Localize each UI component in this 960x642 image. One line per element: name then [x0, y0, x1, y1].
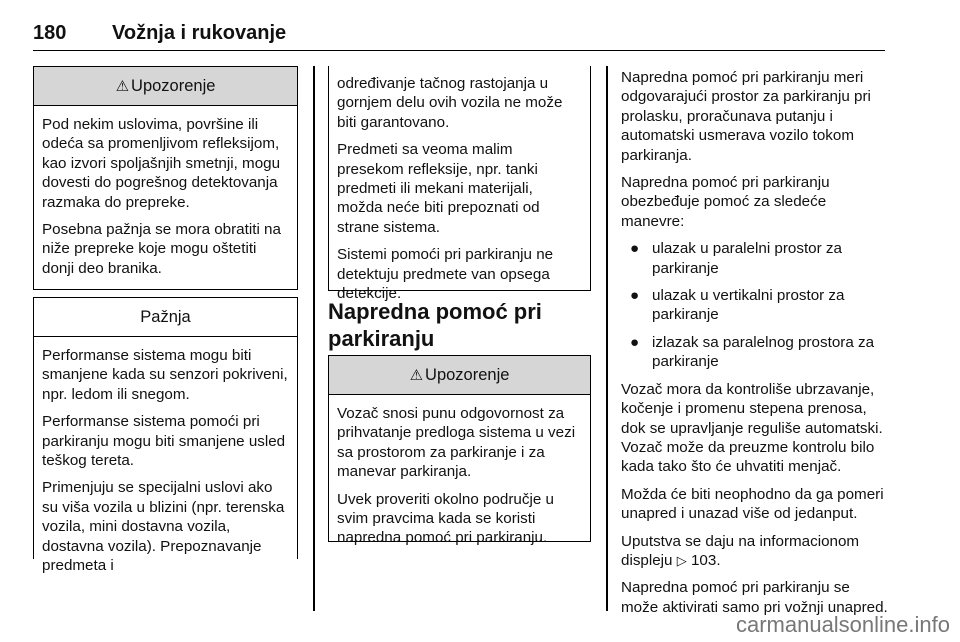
warning-box-header	[34, 67, 297, 106]
warning-box	[328, 355, 591, 547]
warning-triangle-icon: ⚠	[115, 78, 130, 95]
caution-box	[33, 297, 298, 575]
column-divider	[606, 66, 608, 611]
body-paragraph: Vozač mora da kontroliše ubrzavanje, kočenje i promenu stepena prenosa, dok se upravljanje reguliše automatski. Vozač može da preuzme kontrolu bilo kada tako što će uhvatiti menjač.	[621, 380, 883, 476]
continued-paragraph: određivanje tačnog rastojanja u gornjem delu ovih vozila ne može biti garantovano.	[337, 75, 563, 131]
caution-paragraph: Performanse sistema pomoći pri parkiranju mogu biti smanjene usled teškog tereta.	[42, 413, 286, 470]
section-title: Vožnja i rukovanje	[112, 22, 287, 44]
column-3-text	[621, 68, 889, 625]
warning-paragraph: Pod nekim uslovima, površine ili odeća sa promenljivom refleksijom, kao izvori spoljašnjih smetnji, mogu dovesti do pogrešnog detektovanja razmaka do prepreke.	[42, 116, 281, 211]
section-heading-block	[328, 298, 591, 352]
column-divider	[313, 66, 315, 611]
page-number: 180	[33, 22, 67, 44]
continued-paragraph: Predmeti sa veoma malim presekom refleksije, npr. tanki predmeti ili mekani materijali, možda neće biti prepoznati od strane sistema.	[337, 141, 540, 236]
caution-paragraph: Primenjuju se specijalni uslovi ako su viša vozila u blizini (npr. terenska vozila, mini dostavna vozila, dostavna vozila). Prepoznavanje predmeta i	[42, 479, 285, 575]
warning-box	[33, 66, 298, 290]
page-reference-link[interactable]: 103.	[690, 551, 721, 569]
warning-triangle-icon: ⚠	[409, 367, 424, 384]
list-item: ● ulazak u vertikalni prostor za parkiranje	[630, 287, 845, 324]
caution-box-header	[34, 298, 297, 337]
body-paragraph: Napredna pomoć pri parkiranju obezbeđuje pomoć za sledeće manevre:	[621, 174, 830, 230]
page-header	[33, 22, 885, 51]
warning-box-header	[329, 356, 590, 395]
bullet-icon: ●	[630, 240, 640, 258]
watermark: carmanualsonline.info	[735, 612, 950, 637]
maneuver-list	[621, 239, 889, 371]
body-paragraph: Uputstva se daju na informacionom displeju ▷ 103.	[621, 532, 860, 569]
warning-box-title: Upozorenje	[131, 77, 216, 95]
warning-paragraph: Vozač snosi punu odgovornost za prihvatanje predloga sistema u vezi sa prostorom za parkiranje i za manevar parkiranja.	[337, 405, 576, 481]
continued-paragraph: Sistemi pomoći pri parkiranju ne detektuju predmete van opsega detekcije.	[337, 246, 554, 303]
caution-paragraph: Performanse sistema mogu biti smanjene kada su senzori pokriveni, npr. ledom ili snegom.	[42, 347, 288, 403]
body-paragraph: Napredna pomoć pri parkiranju meri odgovarajući prostor za parkiranju pri prolasku, proračunava putanju i automatski usmerava vozilo tokom parkiranja.	[621, 69, 871, 164]
warning-box-title: Upozorenje	[425, 366, 510, 384]
list-item: ● ulazak u paralelni prostor za parkiranje	[630, 240, 842, 277]
body-paragraph: Možda će biti neophodno da ga pomeri unapred i unazad više od jedanput.	[621, 485, 884, 523]
list-item: ● izlazak sa paralelnog prostora za parkiranje	[630, 333, 875, 371]
section-heading: Napredna pomoć pri parkiranju	[328, 299, 542, 351]
page-reference-icon: ▷	[676, 552, 687, 568]
bullet-icon: ●	[630, 333, 640, 351]
warning-paragraph: Posebna pažnja se mora obratiti na niže prepreke koje mogu oštetiti donji deo branika.	[42, 221, 281, 277]
caution-box-continued	[328, 66, 591, 303]
body-paragraph: Napredna pomoć pri parkiranju se može aktivirati samo pri vožnji unapred.	[621, 579, 888, 616]
bullet-icon: ●	[630, 287, 640, 305]
caution-box-title: Pažnja	[140, 308, 191, 326]
warning-paragraph: Uvek proveriti okolno područje u svim pravcima kada se koristi napredna pomoć pri parkiranju.	[337, 490, 554, 547]
